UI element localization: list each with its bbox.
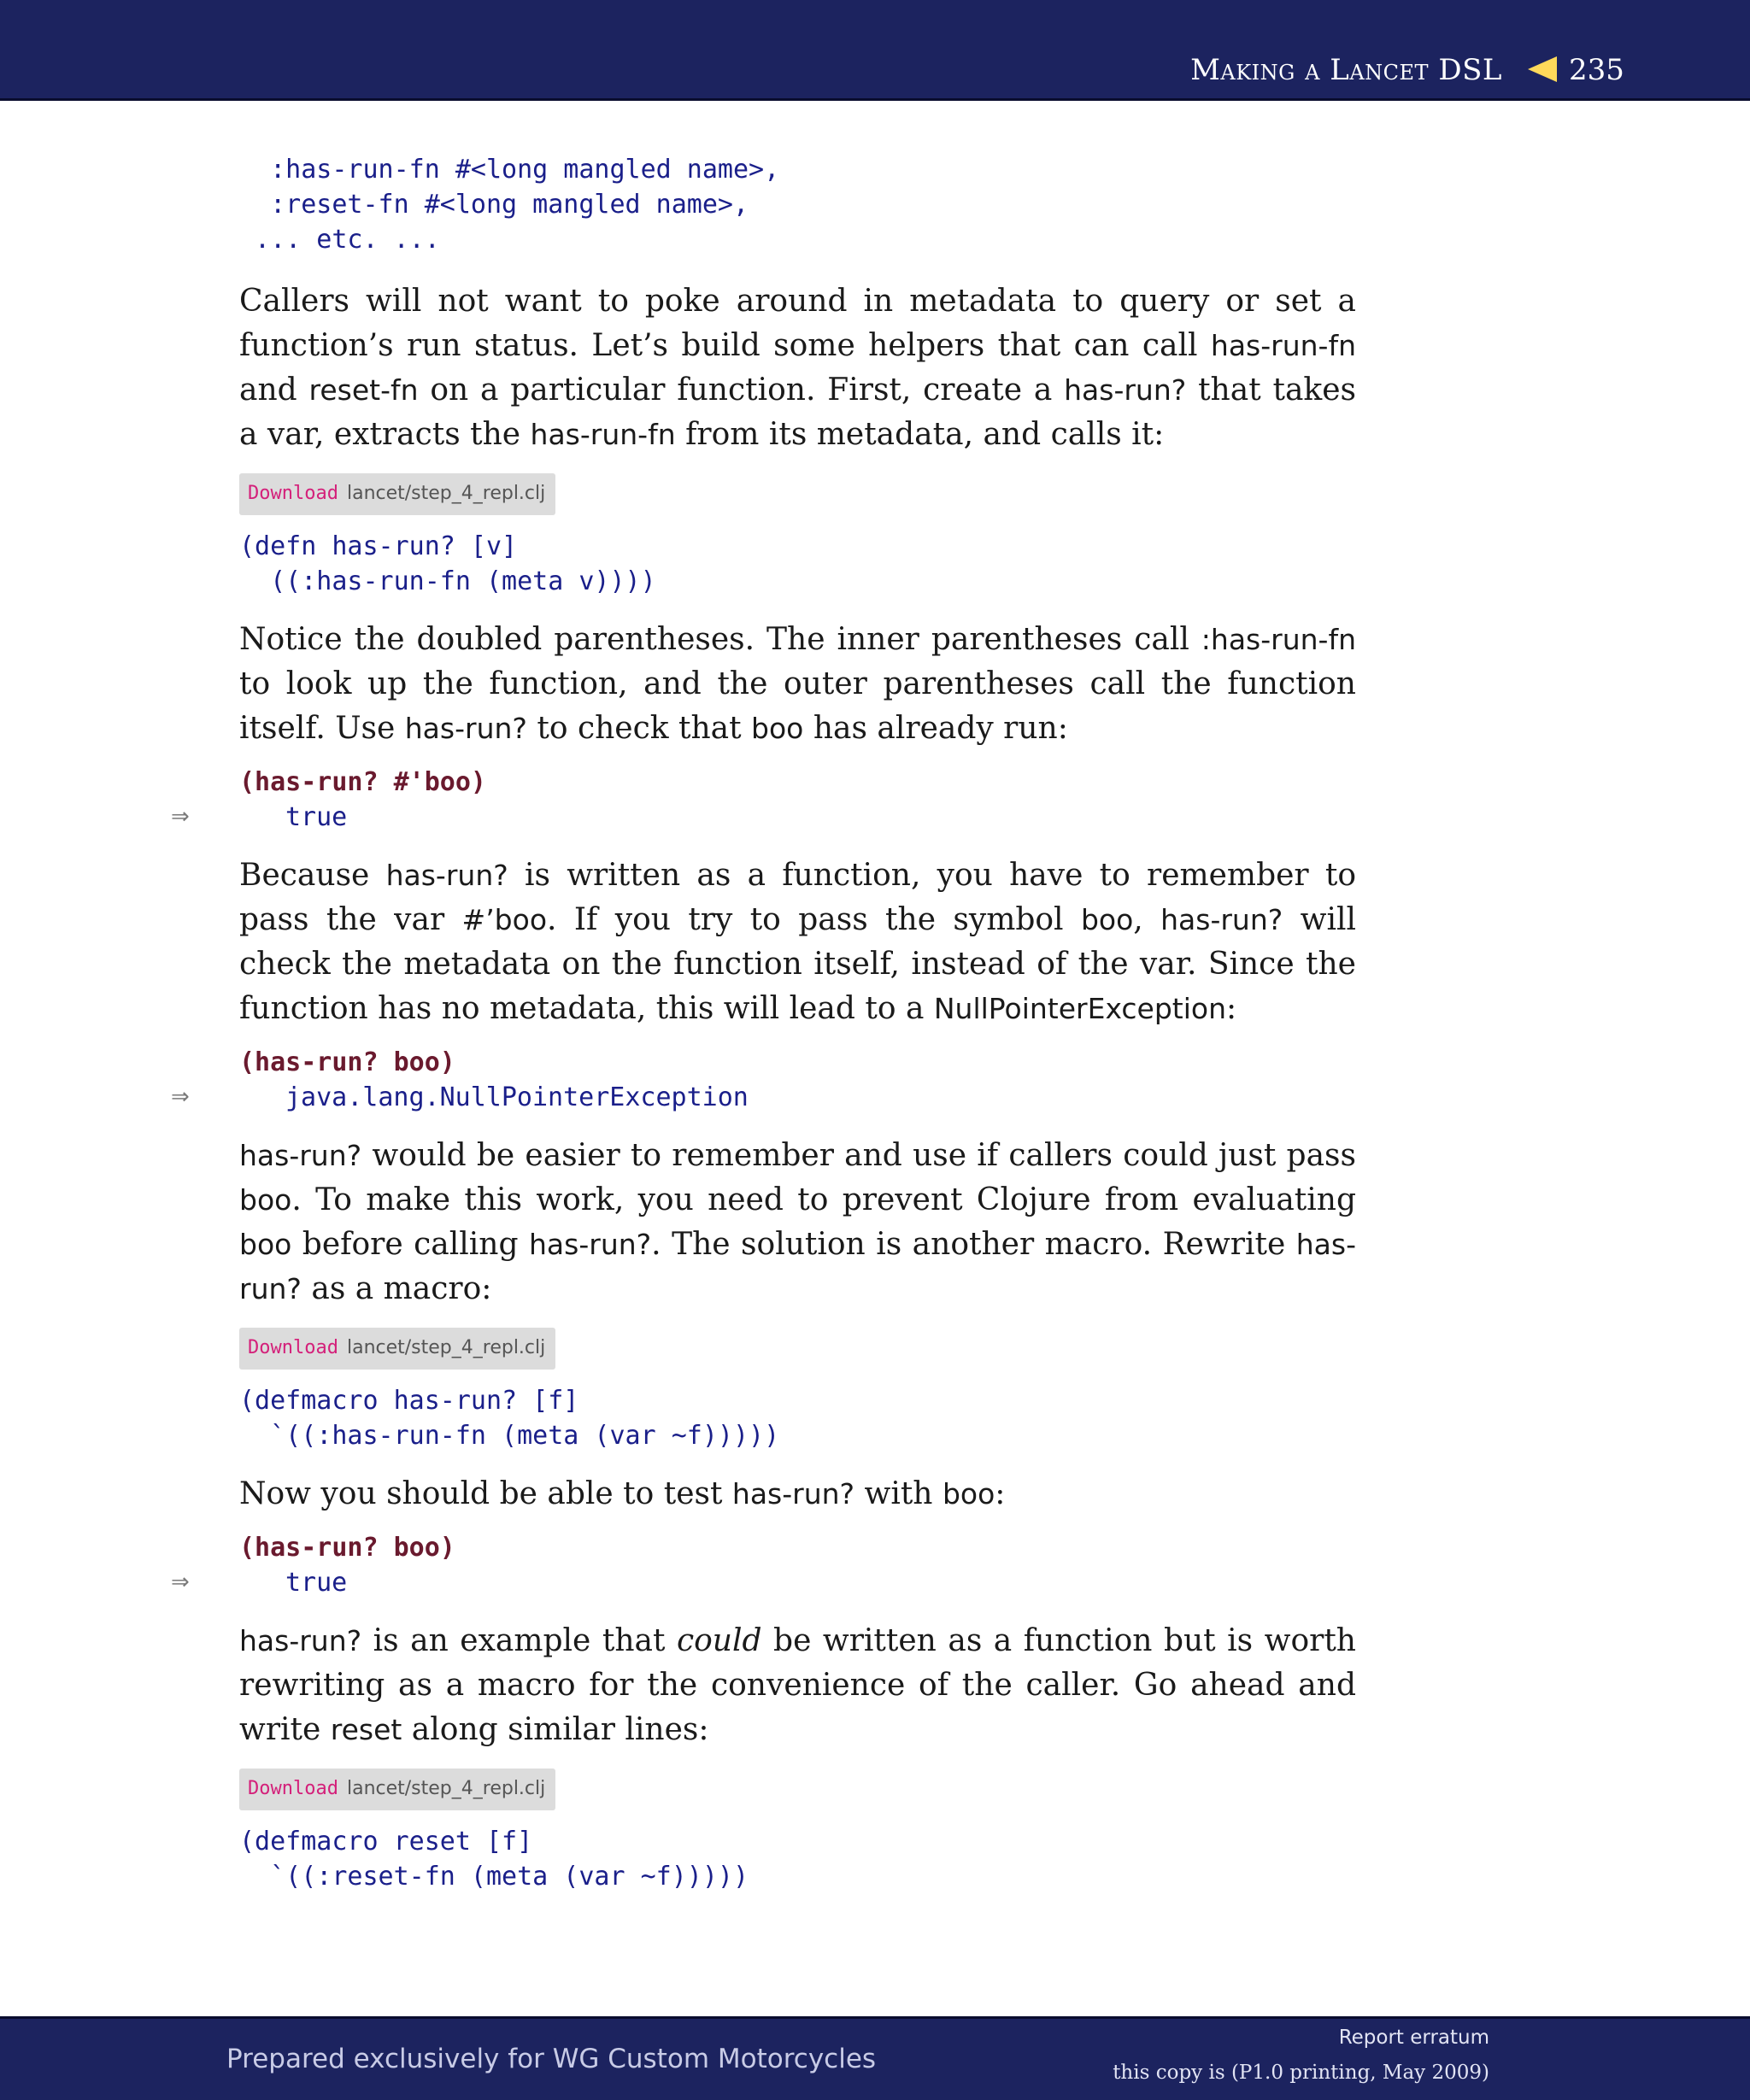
repl-example-3 [171, 1530, 1356, 1600]
prepared-for-text: Prepared exclusively for WG Custom Motorcycles [226, 2044, 877, 2074]
code-block-1: (defn has-run? [v] ((:has-run-fn (meta v)))) [239, 531, 656, 596]
back-arrow-icon[interactable] [1528, 56, 1557, 82]
report-erratum-link[interactable]: Report erratum [1338, 2027, 1489, 2049]
paragraph-4: has-run? would be easier to remember and use if callers could just pass boo. To make this work, you need to prevent Clojure from evaluating boo before calling has-run?. The solution is another macro. Rewrite has-run? as a macro: [239, 1138, 1357, 1306]
download-link[interactable]: Download [248, 1337, 338, 1358]
repl-output: true [285, 802, 348, 832]
result-arrow-icon: ⇒ [171, 804, 190, 830]
repl-output: true [285, 1568, 348, 1598]
paragraph-2: Notice the doubled parentheses. The inner parentheses call :has-run-fn to look up the function, and the outer parentheses call the function itself. Use has-run? to check that boo has already run: [239, 622, 1356, 746]
printing-info: this copy is (P1.0 printing, May 2009) [1113, 2062, 1489, 2084]
download-box-1 [239, 473, 1356, 515]
download-path[interactable]: lancet/step_4_repl.clj [346, 1337, 546, 1358]
repl-example-2 [171, 1045, 1356, 1115]
download-box-2 [239, 1328, 1356, 1370]
download-link[interactable]: Download [248, 1778, 338, 1799]
paragraph-6: has-run? is an example that could be written as a function but is worth rewriting as a macro for the convenience of the caller. Go ahead and write reset along similar lines: [239, 1623, 1356, 1747]
paragraph-5: Now you should be able to test has-run? with boo: [239, 1476, 1006, 1511]
repl-output: java.lang.NullPointerException [285, 1082, 749, 1112]
code-block-3: (defmacro reset [f] `((:reset-fn (meta (var ~f))))) [239, 1827, 749, 1892]
result-arrow-icon: ⇒ [171, 1084, 190, 1110]
repl-example-1 [171, 765, 1356, 835]
download-path[interactable]: lancet/step_4_repl.clj [346, 1778, 546, 1799]
download-path[interactable]: lancet/step_4_repl.clj [346, 483, 546, 504]
repl-input: (has-run? #'boo) [239, 767, 486, 797]
page-content [171, 152, 1357, 1894]
chapter-title: Making a Lancet DSL [1190, 53, 1502, 87]
page-number: 235 [1569, 53, 1624, 87]
repl-input: (has-run? boo) [239, 1047, 455, 1077]
paragraph-1: Callers will not want to poke around in metadata to query or set a function’s run status. Let’s build some helpers that can call has-run-fn and reset-fn on a particular function. First, create a has-run? that takes a var, extracts the has-run-fn from its metadata, and calls it: [239, 284, 1356, 452]
result-arrow-icon: ⇒ [171, 1569, 190, 1595]
paragraph-3: Because has-run? is written as a function, you have to remember to pass the var #’boo. If you try to pass the symbol boo, has-run? will check the metadata on the function itself, instead of the var. Since the function has no metadata, this will lead to a NullPointerException: [239, 858, 1357, 1026]
repl-input: (has-run? boo) [239, 1533, 455, 1563]
code-block-2: (defmacro has-run? [f] `((:has-run-fn (meta (var ~f))))) [239, 1386, 780, 1451]
download-box-3 [239, 1769, 1356, 1810]
code-top: :has-run-fn #<long mangled name>, :reset-fn #<long mangled name>, ... etc. ... [239, 155, 780, 255]
download-link[interactable]: Download [248, 483, 338, 504]
